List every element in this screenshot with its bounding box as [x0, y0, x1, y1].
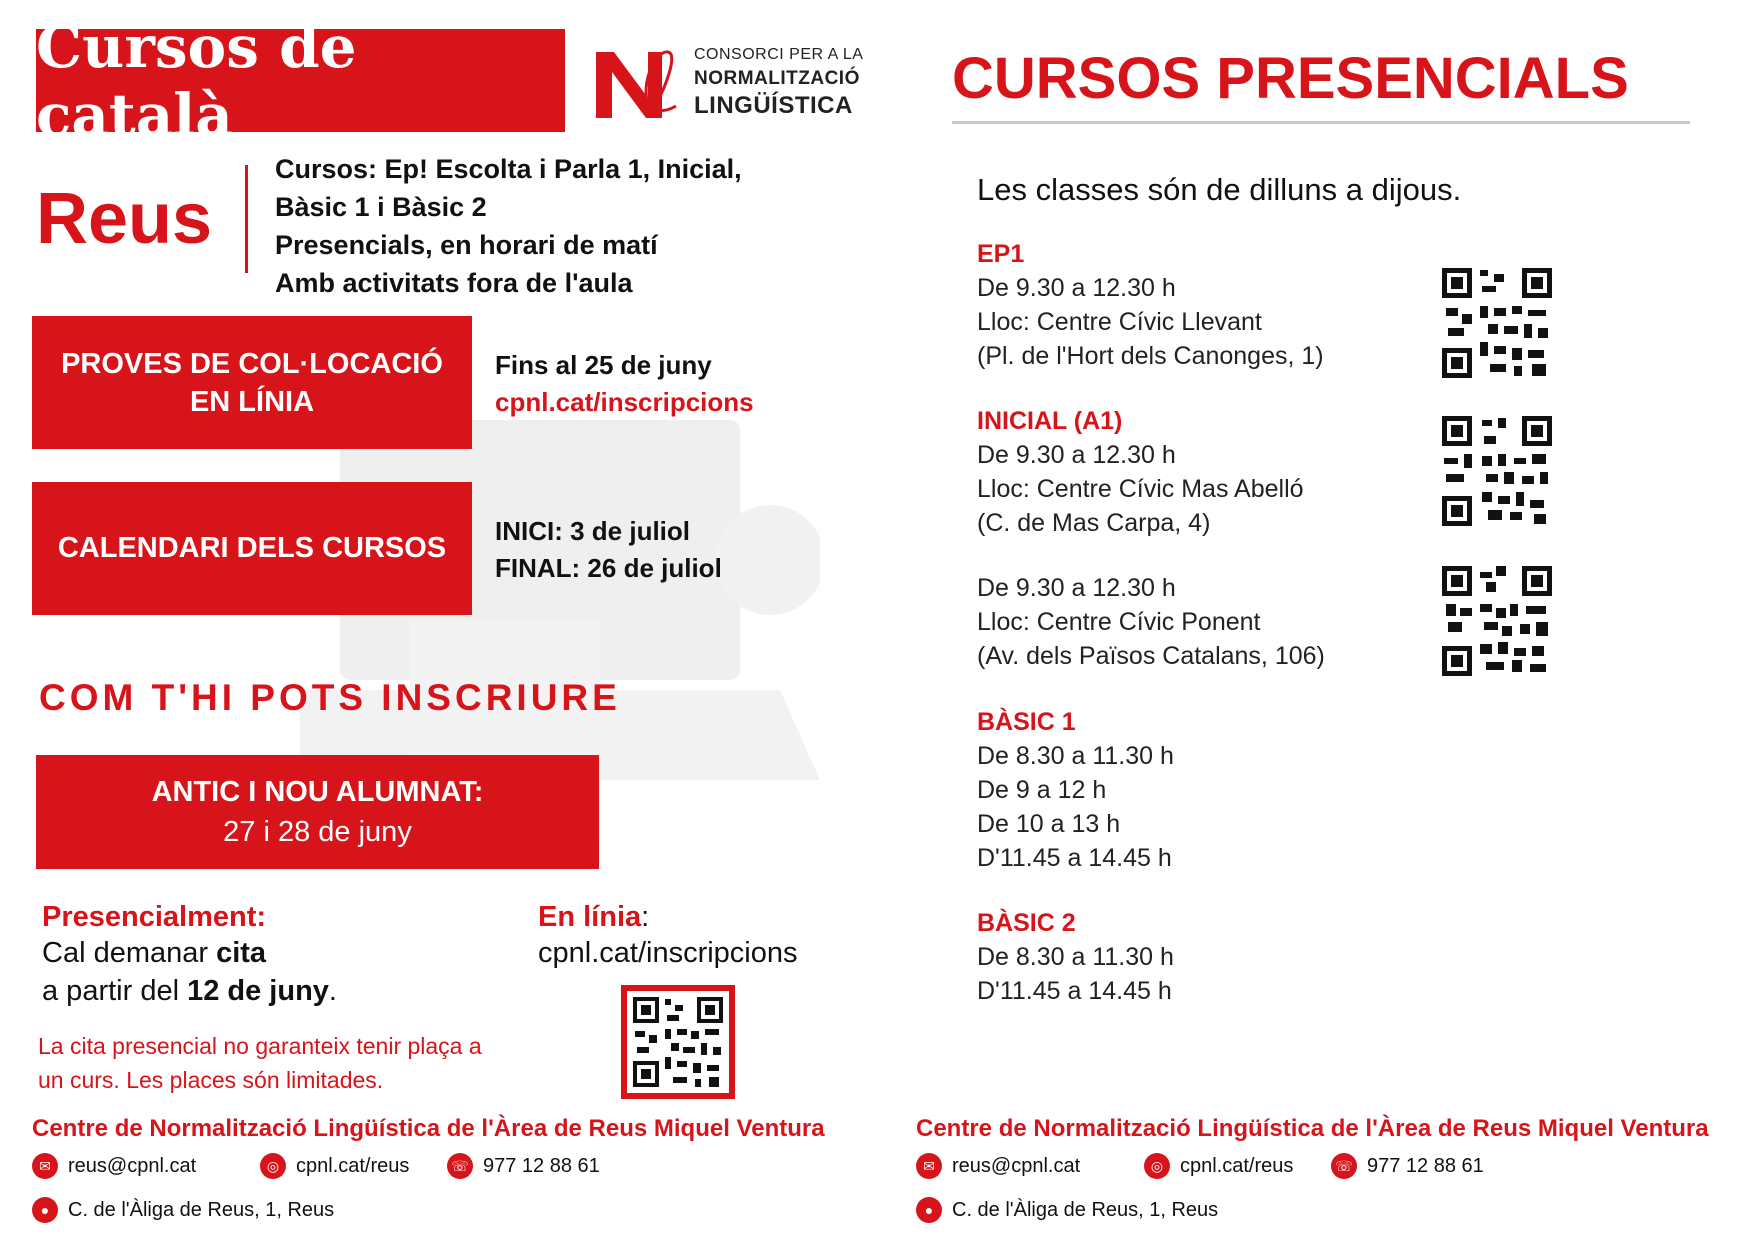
calendar-end: FINAL: 26 de juliol: [495, 553, 722, 583]
course-summary-line: Amb activitats fora de l'aula: [275, 268, 633, 298]
schedule-intro: Les classes són de dilluns a dijous.: [977, 172, 1462, 207]
students-label: ANTIC I NOU ALUMNAT:: [151, 776, 484, 808]
placement-test-box: [32, 316, 472, 449]
course-basic2: BÀSIC 2 De 8.30 a 11.30 h D'11.45 a 14.45 h: [977, 909, 1174, 1005]
footer-email-right[interactable]: ✉ reus@cpnl.cat: [916, 1153, 1080, 1179]
email-icon: ✉: [916, 1153, 942, 1179]
placement-box-line-2: EN LÍNIA: [189, 385, 315, 418]
calendar-box-label: CALENDARI DELS CURSOS: [57, 532, 447, 564]
in-person-line-1: Cal demanar cita: [42, 937, 267, 969]
footer-address-left: ● C. de l'Àliga de Reus, 1, Reus: [32, 1197, 334, 1223]
ep1-qr-code[interactable]: [1440, 266, 1554, 380]
logo-line-1: CONSORCI PER A LA: [694, 46, 864, 63]
schedule-title: CURSOS PRESENCIALS: [952, 46, 1629, 111]
placement-link[interactable]: cpnl.cat/inscripcions: [495, 387, 754, 417]
footer-web-right[interactable]: ◎ cpnl.cat/reus: [1144, 1153, 1293, 1179]
title-divider: [952, 121, 1690, 124]
cpnl-logo-mark-icon: [596, 46, 680, 120]
in-person-line-2: a partir del 12 de juny.: [42, 975, 337, 1007]
city-name: Reus: [36, 179, 213, 259]
phone-icon: ☏: [447, 1153, 473, 1179]
footer-phone-right[interactable]: ☏ 977 12 88 61: [1331, 1153, 1484, 1179]
calendar-start: INICI: 3 de juliol: [495, 516, 691, 546]
course-summary: [275, 150, 742, 302]
globe-icon: ◎: [1144, 1153, 1170, 1179]
enroll-section-title: COM T'HI POTS INSCRIURE: [39, 677, 621, 718]
location-pin-icon: ●: [32, 1197, 58, 1223]
in-person-note: La cita presencial no garanteix tenir plaça a un curs. Les places són limitades.: [38, 1033, 482, 1093]
course-inicial-2: De 9.30 a 12.30 h Lloc: Centre Cívic Ponent (Av. dels Països Catalans, 106): [977, 574, 1325, 670]
course-inicial: INICIAL (A1) De 9.30 a 12.30 h Lloc: Centre Cívic Mas Abelló (C. de Mas Carpa, 4): [977, 407, 1304, 537]
enroll-qr-code[interactable]: [621, 985, 735, 1099]
inicial-qr-code[interactable]: [1440, 414, 1554, 528]
logo-line-3: LINGÜÍSTICA: [694, 92, 853, 119]
course-summary-line: Bàsic 1 i Bàsic 2: [275, 192, 487, 222]
placement-deadline: Fins al 25 de juny: [495, 350, 712, 380]
inicial-2-qr-code[interactable]: [1440, 564, 1554, 678]
phone-icon: ☏: [1331, 1153, 1357, 1179]
course-basic1: BÀSIC 1 De 8.30 a 11.30 h De 9 a 12 h De 10 a 13 h D'11.45 a 14.45 h: [977, 708, 1174, 872]
course-summary-line: Presencials, en horari de matí: [275, 230, 658, 260]
footer-phone-left[interactable]: ☏ 977 12 88 61: [447, 1153, 600, 1179]
footer-centre-left: Centre de Normalització Lingüística de l'Àrea de Reus Miquel Ventura: [32, 1115, 825, 1142]
footer-web-left[interactable]: ◎ cpnl.cat/reus: [260, 1153, 409, 1179]
students-dates: 27 i 28 de juny: [223, 816, 412, 848]
online-link[interactable]: cpnl.cat/inscripcions: [538, 937, 798, 969]
footer-email-left[interactable]: ✉ reus@cpnl.cat: [32, 1153, 196, 1179]
course-ep1: EP1 De 9.30 a 12.30 h Lloc: Centre Cívic Llevant (Pl. de l'Hort dels Canonges, 1): [977, 240, 1324, 370]
in-person-label: Presencialment:: [42, 901, 267, 933]
logo-line-2: NORMALITZACIÓ: [694, 68, 860, 89]
calendar-box: [32, 482, 472, 615]
course-summary-line: Cursos: Ep! Escolta i Parla 1, Inicial,: [275, 154, 742, 184]
globe-icon: ◎: [260, 1153, 286, 1179]
online-label: En línia:: [538, 901, 650, 933]
cpnl-logo: [596, 44, 866, 122]
location-pin-icon: ●: [916, 1197, 942, 1223]
placement-box-line-1: PROVES DE COL·LOCACIÓ: [61, 347, 443, 380]
city-divider: [245, 165, 248, 273]
brand-title: Cursos de català: [36, 29, 565, 132]
email-icon: ✉: [32, 1153, 58, 1179]
students-box: [36, 755, 599, 869]
footer-centre-right: Centre de Normalització Lingüística de l'Àrea de Reus Miquel Ventura: [916, 1115, 1709, 1142]
footer-address-right: ● C. de l'Àliga de Reus, 1, Reus: [916, 1197, 1218, 1223]
